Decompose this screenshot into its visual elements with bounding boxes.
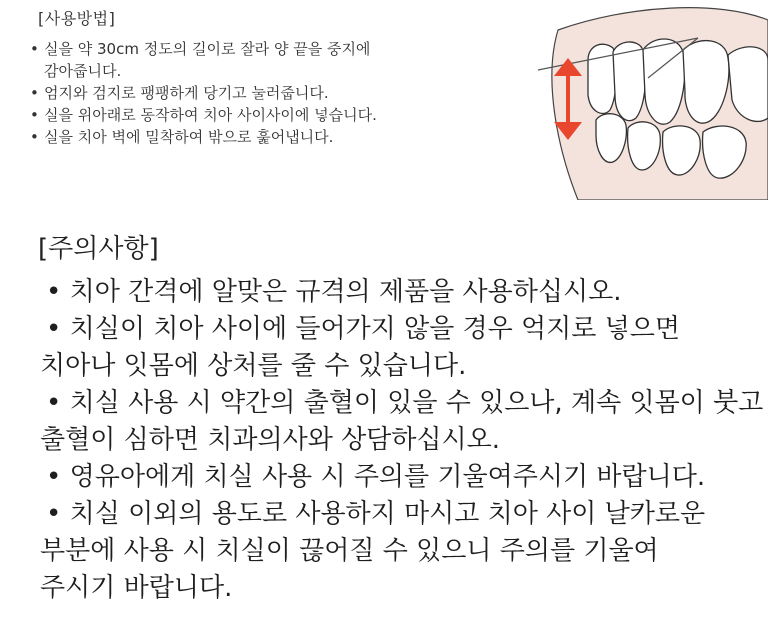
bullet: • xyxy=(30,40,39,58)
bullet: • xyxy=(30,106,39,124)
usage-item-line: 실을 약 30cm 정도의 길이로 잘라 양 끝을 중지에 xyxy=(44,40,371,58)
caution-line: • 영유아에게 치실 사용 시 주의를 기울여주시기 바랍니다. xyxy=(46,462,706,492)
caution-line: • 치실 이외의 용도로 사용하지 마시고 치아 사이 날카로운 xyxy=(46,499,706,529)
caution-line: 치아나 잇몸에 상처를 줄 수 있습니다. xyxy=(40,351,467,381)
caution-line: 출혈이 심하면 치과의사와 상담하십시오. xyxy=(40,425,501,455)
caution-line: • 치실 사용 시 약간의 출혈이 있을 수 있으나, 계속 잇몸이 붓고 xyxy=(46,388,764,418)
caution-line: 부분에 사용 시 치실이 끊어질 수 있으니 주의를 기울여 xyxy=(40,536,659,566)
bullet: • xyxy=(30,128,39,146)
caution-list xyxy=(0,274,768,607)
usage-item xyxy=(30,104,530,126)
usage-section xyxy=(0,0,768,200)
teeth-flossing-illustration-icon xyxy=(518,0,768,200)
usage-item-line: 실을 위아래로 동작하여 치아 사이사이에 넣습니다. xyxy=(44,106,377,124)
caution-title: [주의사항] xyxy=(38,234,159,264)
caution-line: • 치아 간격에 알맞은 규격의 제품을 사용하십시오. xyxy=(46,277,622,307)
usage-item xyxy=(30,82,530,104)
bullet: • xyxy=(30,84,39,102)
usage-list xyxy=(30,38,530,148)
usage-item xyxy=(30,126,530,148)
caution-line: • 치실이 치아 사이에 들어가지 않을 경우 억지로 넣으면 xyxy=(46,314,681,344)
usage-item-line: 엄지와 검지로 팽팽하게 당기고 눌러줍니다. xyxy=(44,84,329,102)
caution-line: 주시기 바랍니다. xyxy=(40,573,233,603)
usage-title: [사용방법] xyxy=(38,9,116,28)
usage-item-line: 실을 치아 벽에 밀착하여 밖으로 훑어냅니다. xyxy=(44,128,334,146)
usage-item-line: 감아줍니다. xyxy=(44,62,122,80)
usage-item xyxy=(30,38,530,82)
